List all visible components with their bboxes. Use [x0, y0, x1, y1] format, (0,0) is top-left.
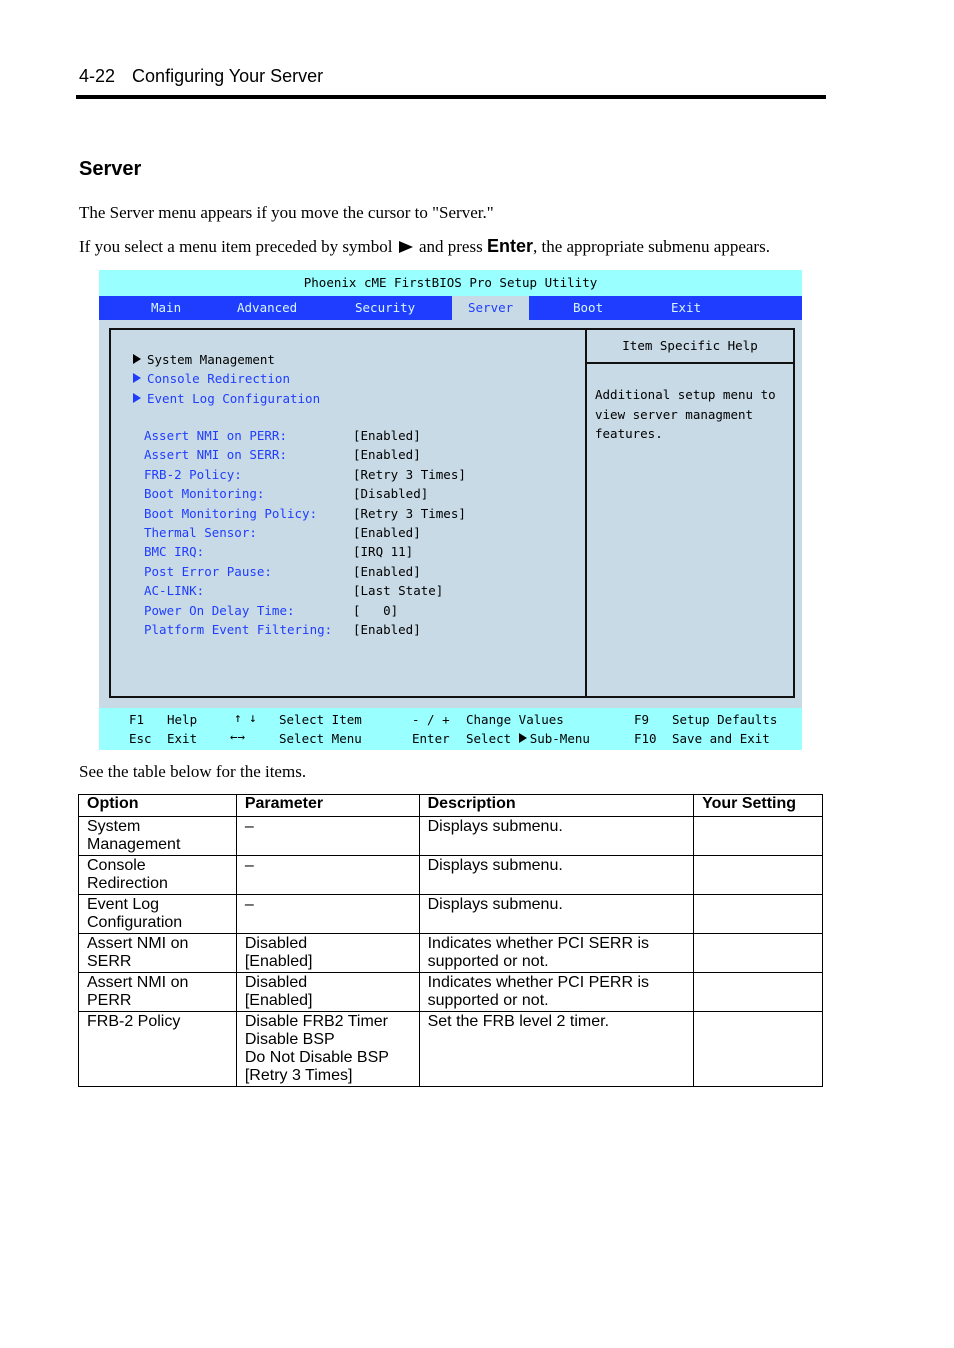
option-label: Platform Event Filtering:	[144, 622, 333, 637]
instruction-mid: and press	[418, 237, 483, 256]
key-exit-label: Exit	[167, 731, 198, 746]
cell-your-setting[interactable]	[694, 973, 823, 1012]
bios-content-frame	[109, 328, 795, 698]
intro-paragraph: The Server menu appears if you move the cursor to "Server."	[79, 203, 494, 222]
header-rule	[76, 95, 826, 99]
menu-advanced[interactable]: Advanced	[237, 300, 298, 315]
cell-description: Displays submenu.	[419, 817, 694, 856]
help-text: Additional setup menu to view server managment features.	[595, 387, 776, 441]
table-row	[79, 856, 823, 895]
submenu-arrow-icon	[133, 373, 141, 383]
key-help-label: Help	[167, 712, 198, 727]
option-label: FRB-2 Policy:	[144, 467, 242, 482]
help-title-rule	[587, 362, 793, 364]
key-f10: F10	[634, 731, 657, 746]
menu-boot[interactable]: Boot	[573, 300, 604, 315]
cell-description: Indicates whether PCI PERR is supported or not.	[419, 973, 694, 1012]
key-select-menu-label: Select Menu	[279, 731, 362, 746]
option-value: [Enabled]	[353, 564, 421, 579]
select-word: Select	[466, 731, 512, 746]
cell-description: Indicates whether PCI SERR is supported or not.	[419, 934, 694, 973]
cell-description: Displays submenu.	[419, 856, 694, 895]
option-label: Assert NMI on PERR:	[144, 428, 287, 443]
menu-main[interactable]: Main	[151, 300, 182, 315]
cell-your-setting[interactable]	[694, 895, 823, 934]
help-title: Item Specific Help	[622, 338, 758, 353]
bios-setup-screen	[99, 270, 802, 750]
menu-security[interactable]: Security	[355, 300, 416, 315]
cell-your-setting[interactable]	[694, 856, 823, 895]
cell-option: Assert NMI on PERR	[79, 973, 237, 1012]
table-row	[79, 895, 823, 934]
submenu-arrow-icon	[519, 733, 527, 743]
table-row	[79, 1012, 823, 1087]
cell-option: Console Redirection	[79, 856, 237, 895]
cell-parameter: Disabled [Enabled]	[236, 934, 419, 973]
submenu-console-redirection[interactable]	[133, 369, 290, 388]
page-number: 4-22	[79, 66, 116, 86]
cell-description: Displays submenu.	[419, 895, 694, 934]
key-f9: F9	[634, 712, 650, 727]
table-header-row	[79, 795, 823, 817]
bios-key-legend	[99, 708, 802, 750]
cell-parameter: –	[236, 856, 419, 895]
bios-title: Phoenix cME FirstBIOS Pro Setup Utility	[99, 270, 802, 296]
cell-option: Assert NMI on SERR	[79, 934, 237, 973]
cell-option: Event Log Configuration	[79, 895, 237, 934]
cell-your-setting[interactable]	[694, 934, 823, 973]
table-row	[79, 934, 823, 973]
running-header	[79, 66, 323, 87]
submenu-arrow-icon	[399, 241, 413, 253]
key-minus-plus: - / +	[412, 712, 450, 727]
option-label: Boot Monitoring Policy:	[144, 506, 318, 521]
option-value: [Retry 3 Times]	[353, 506, 466, 521]
option-label: AC-LINK:	[144, 583, 205, 598]
key-enter: Enter	[412, 731, 450, 746]
option-value: [Retry 3 Times]	[353, 467, 466, 482]
table-intro: See the table below for the items.	[79, 762, 307, 781]
submenu-system-management[interactable]	[133, 350, 275, 369]
header-option: Option	[79, 795, 237, 817]
instruction-paragraph	[79, 236, 770, 257]
option-value: [ 0]	[353, 603, 399, 618]
cell-parameter: Disabled [Enabled]	[236, 973, 419, 1012]
enter-key-label: Enter	[486, 236, 533, 256]
bios-menu-bar	[99, 296, 802, 320]
header-parameter: Parameter	[236, 795, 419, 817]
key-esc: Esc	[129, 731, 152, 746]
up-down-arrows-icon: ↑ ↓	[234, 710, 257, 725]
cell-your-setting[interactable]	[694, 1012, 823, 1087]
header-description: Description	[419, 795, 694, 817]
key-f1: F1	[129, 712, 145, 727]
menu-server[interactable]: Server	[452, 296, 529, 320]
section-title: Server	[79, 158, 142, 180]
option-value: [Enabled]	[353, 622, 421, 637]
key-select-item-label: Select Item	[279, 712, 362, 727]
chapter-title: Configuring Your Server	[132, 66, 324, 86]
key-change-values-label: Change Values	[466, 712, 564, 727]
option-label: Boot Monitoring:	[144, 486, 265, 501]
key-save-exit-label: Save and Exit	[672, 731, 770, 746]
cell-parameter: Disable FRB2 Timer Disable BSP Do Not Disable BSP [Retry 3 Times]	[236, 1012, 419, 1087]
table-row	[79, 817, 823, 856]
submenu-label: Console Redirection	[147, 371, 290, 386]
cell-parameter: –	[236, 895, 419, 934]
submenu-event-log-configuration[interactable]	[133, 389, 320, 408]
option-label: BMC IRQ:	[144, 544, 205, 559]
option-value: [Last State]	[353, 583, 444, 598]
option-label: Post Error Pause:	[144, 564, 272, 579]
cell-description: Set the FRB level 2 timer.	[419, 1012, 694, 1087]
submenu-label: Event Log Configuration	[147, 391, 321, 406]
cell-parameter: –	[236, 817, 419, 856]
cell-your-setting[interactable]	[694, 817, 823, 856]
option-value: [Enabled]	[353, 428, 421, 443]
frame-divider	[585, 330, 587, 696]
cell-option: FRB-2 Policy	[79, 1012, 237, 1087]
instruction-before: If you select a menu item preceded by symbol	[79, 237, 393, 256]
items-table	[78, 794, 823, 1087]
option-value: [IRQ 11]	[353, 544, 414, 559]
option-label: Thermal Sensor:	[144, 525, 257, 540]
submenu-word: Sub-Menu	[529, 731, 590, 746]
key-select-submenu-label	[466, 731, 590, 746]
cell-option: System Management	[79, 817, 237, 856]
header-your-setting: Your Setting	[694, 795, 823, 817]
left-right-arrows-icon: ←→	[230, 729, 246, 744]
option-label: Power On Delay Time:	[144, 603, 295, 618]
submenu-arrow-icon	[133, 354, 141, 364]
submenu-arrow-icon	[133, 393, 141, 403]
menu-exit[interactable]: Exit	[671, 300, 702, 315]
option-value: [Enabled]	[353, 525, 421, 540]
option-label: Assert NMI on SERR:	[144, 447, 287, 462]
key-setup-defaults-label: Setup Defaults	[672, 712, 778, 727]
instruction-after: , the appropriate submenu appears.	[532, 237, 770, 256]
submenu-label: System Management	[147, 352, 275, 367]
option-value: [Enabled]	[353, 447, 421, 462]
option-value: [Disabled]	[353, 486, 429, 501]
table-row	[79, 973, 823, 1012]
